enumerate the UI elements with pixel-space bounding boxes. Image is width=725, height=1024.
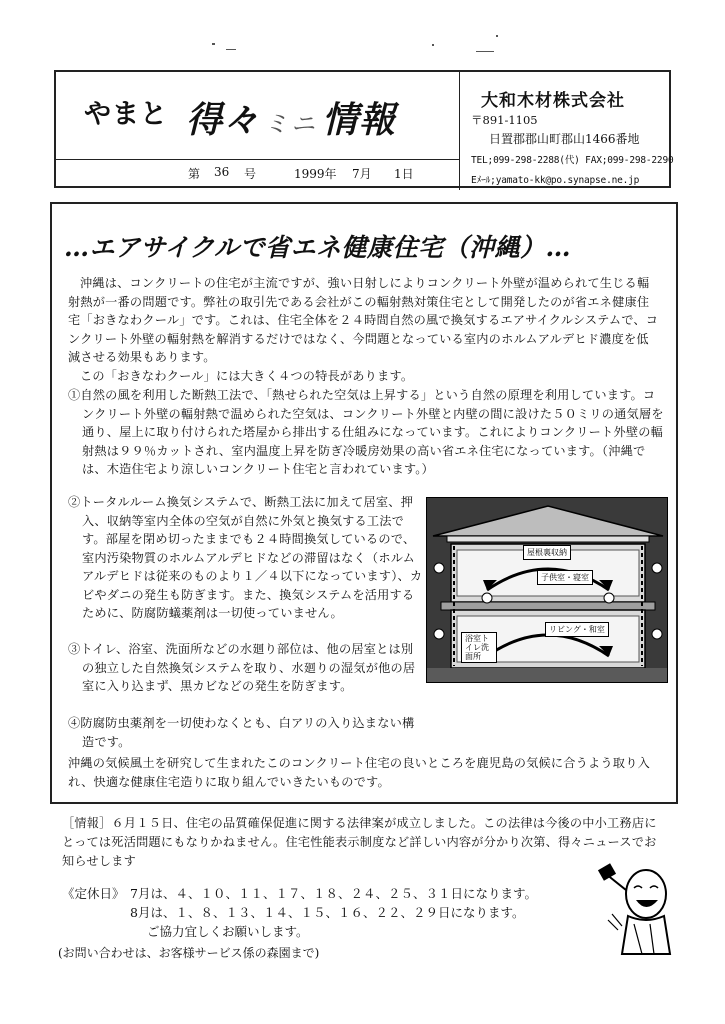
company-name: 大和木材株式会社 bbox=[481, 91, 625, 111]
issue-day: 1日 bbox=[394, 167, 414, 181]
masthead bbox=[56, 72, 459, 190]
scan-speck bbox=[432, 44, 434, 46]
issue-label: 第 bbox=[188, 167, 201, 181]
company-tel-fax: TEL;099-298-2288(代) FAX;099-298-2290 bbox=[471, 155, 674, 166]
article-closing: 沖縄の気候風土を研究して生まれたこのコンクリート住宅の良いところを鹿児島の気候に合うよう取り入れ、快適な健康住宅造りに取り組んでいきたいものです。 bbox=[68, 756, 650, 789]
newsletter-header bbox=[54, 70, 674, 188]
issue-year: 1999年 bbox=[294, 167, 337, 181]
newsletter-title bbox=[186, 92, 396, 143]
article-intro: 沖縄は、コンクリートの住宅が主流ですが、強い日射しによりコンクリート外壁が温められて生じる輻射熱が一番の問題です。弊社の取引先である会社がこの輻射熱対策住宅として開発したのが省エネ健康住宅「おきなわクール」です。これは、住宅全体を２４時間自然の風で換気するエアサイクルシステムで、コンクリート外壁の輻射熱を解消するだけではなく、今問題となっている室内のホルムアルデヒド濃度を低減させる効果もあります。 bbox=[68, 276, 659, 364]
holiday-july: 7月は、４、１０、１１、１７、１８、２４、２５、３１日になります。 bbox=[130, 886, 537, 901]
title-mini: ミニ bbox=[264, 110, 319, 138]
company-email: Eﾒｰﾙ;yamato-kk@po.synapse.ne.jp bbox=[471, 175, 640, 186]
brand-prefix: やまと bbox=[84, 99, 168, 130]
inquiry-note: (お問い合わせは、お客様サービス係の森園まで) bbox=[58, 946, 320, 960]
house-ventilation-diagram bbox=[426, 497, 668, 683]
holiday-label: 《定休日》 bbox=[62, 886, 125, 901]
scan-speck bbox=[226, 49, 236, 50]
issue-month: 7月 bbox=[352, 167, 372, 181]
diagram-label-living: リビング・和室 bbox=[545, 622, 609, 637]
article-headline: …エアサイクルで省エネ健康住宅（沖縄）… bbox=[64, 233, 572, 262]
issue-suffix: 号 bbox=[244, 167, 257, 181]
diagram-label-wet-area: 浴室トイレ洗面所 bbox=[461, 632, 497, 663]
header-vertical-divider bbox=[459, 72, 460, 190]
scan-speck bbox=[212, 43, 215, 45]
company-info bbox=[471, 72, 674, 190]
company-zip: 〒891-1105 bbox=[471, 113, 538, 127]
scan-speck bbox=[476, 51, 494, 52]
feature-1: ①自然の風を利用した断熱工法で、「熱せられた空気は上昇する」という自然の原理を利用しています。コンクリート外壁の輻射熱で温められた空気は、コンクリート外壁と内壁の間に設けた５０ミリの通気層を通り、屋上に取り付けられた塔屋から排出する仕組みになっています。これによりコンクリート外壁の輻射熱は９９％カットされ、室内温度上昇を防ぎ冷暖房効果の高い省エネ住宅になっています。（沖縄では、木造住宅より涼しいコンクリート住宅と言われています。） bbox=[68, 388, 664, 476]
diagram-label-kids-room: 子供室・寝室 bbox=[537, 570, 593, 585]
issue-number: 36 bbox=[214, 165, 230, 179]
company-address: 日置郡郡山町郡山1466番地 bbox=[489, 132, 640, 146]
article-lead: この「おきなわクール」には大きく４つの特長があります。 bbox=[80, 369, 414, 383]
holiday-note: ご協力宜しくお願いします。 bbox=[147, 924, 309, 939]
info-notice: ［情報］６月１５日、住宅の品質確保促進に関する法律案が成立しました。この法律は今後の中小工務店にとっては死活問題にもなりかねません。住宅性能表示制度など詳しい内容が分かり次第、得々ニュースでお知らせします bbox=[62, 816, 657, 868]
title-main-1: 得々 bbox=[186, 99, 261, 141]
mascot-illustration bbox=[598, 860, 682, 956]
diagram-label-attic: 屋根裏収納 bbox=[523, 545, 571, 560]
holiday-august: 8月は、１、８、１３、１４、１５、１６、２２、２９日になります。 bbox=[130, 905, 525, 920]
feature-3: ③トイレ、浴室、洗面所などの水廻り部位は、他の居室とは別の独立した自然換気システムを取り、水廻りの湿気が他の居室に入り込まず、黒カビなどの発生を防ぎます。 bbox=[68, 642, 416, 693]
title-main-2: 情報 bbox=[322, 99, 397, 141]
scan-speck bbox=[496, 35, 498, 37]
masthead-divider bbox=[56, 159, 459, 160]
feature-4: ④防腐防虫薬剤を一切使わなくとも、白アリの入り込まない構造です。 bbox=[68, 716, 415, 749]
feature-2: ②トータルルーム換気システムで、断熱工法に加えて居室、押入、収納等室内全体の空気が自然に外気と換気する工法です。部屋を閉め切ったままでも２４時間換気しているので、室内汚染物質のホルムアルデヒドなどの滞留はなく（ホルムアルデヒドは従来のものより１／４以下になっています）、カビやダニの発生も防ぎます。また、換気システムを活用するために、防腐防蟻薬剤は一切使っていません。 bbox=[68, 495, 423, 620]
article-box bbox=[50, 202, 678, 804]
